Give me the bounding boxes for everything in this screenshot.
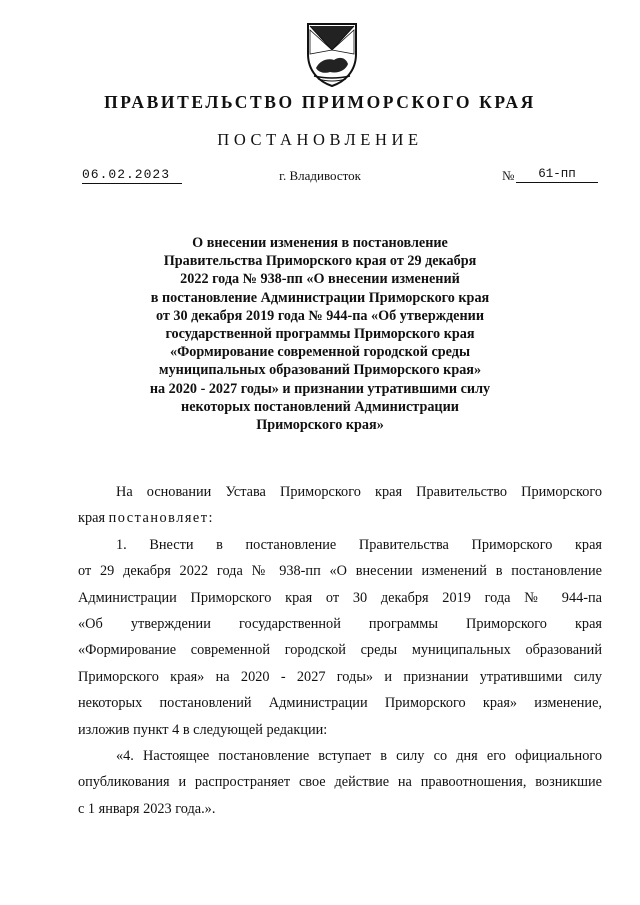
subject-line: «Формирование современной городской среды: [169, 344, 471, 361]
body-line: от 29 декабря 2022 года № 938-пп «О внесении изменений в постановление: [78, 563, 602, 580]
organization-title: ПРАВИТЕЛЬСТВО ПРИМОРСКОГО КРАЯ: [104, 92, 536, 112]
body-line: Администрации Приморского края от 30 декабря 2019 года № 944-па: [78, 589, 602, 606]
body-line: «Об утверждении государственной программы Приморского края: [78, 616, 602, 633]
primorsky-krai-coat-of-arms-icon: [298, 20, 366, 88]
body-line: 1. Внести в постановление Правительства Приморского края: [116, 536, 602, 553]
subject-line: некоторых постановлений Администрации: [181, 398, 459, 415]
body-line: некоторых постановлений Администрации Приморского края» изменение,: [78, 695, 602, 712]
subject-line: муниципальных образований Приморского края»: [158, 362, 482, 379]
subject-line: в постановление Администрации Приморского края: [150, 289, 490, 306]
body-line: опубликования и распространяет свое действие на правоотношения, возникшие: [78, 774, 602, 791]
document-subject: [120, 234, 520, 434]
subject-line: на 2020 - 2027 годы» и признании утратившими силу: [149, 380, 491, 397]
subject-line: Приморского края»: [256, 417, 384, 434]
subject-line: О внесении изменения в постановление: [192, 235, 448, 251]
document-date: 06.02.2023: [82, 167, 182, 184]
body-text: края: [78, 510, 109, 527]
resolution-keyword: постановляет:: [108, 510, 215, 527]
body-line: Приморского края» на 2020 - 2027 годы» и признании утратившими силу: [78, 668, 602, 685]
document-body: [78, 479, 602, 822]
subject-line: Правительства Приморского края от 29 декабря: [163, 253, 477, 270]
number-sign: №: [502, 168, 515, 183]
document-number: 61-пп: [516, 167, 598, 183]
body-line: На основании Устава Приморского края Правительство Приморского: [116, 484, 602, 500]
document-type-title: ПОСТАНОВЛЕНИЕ: [217, 130, 423, 149]
body-line: [78, 505, 602, 531]
document-city: г. Владивосток: [279, 168, 361, 183]
body-line: с 1 января 2023 года.».: [78, 800, 216, 817]
body-line: изложив пункт 4 в следующей редакции:: [78, 721, 328, 738]
body-line: «4. Настоящее постановление вступает в силу со дня его официального: [116, 748, 602, 765]
body-line: «Формирование современной городской среды муниципальных образований: [78, 642, 602, 659]
subject-line: от 30 декабря 2019 года № 944-па «Об утверждении: [156, 307, 484, 324]
subject-line: 2022 года № 938-пп «О внесении изменений: [180, 271, 460, 288]
subject-line: государственной программы Приморского края: [165, 326, 475, 343]
